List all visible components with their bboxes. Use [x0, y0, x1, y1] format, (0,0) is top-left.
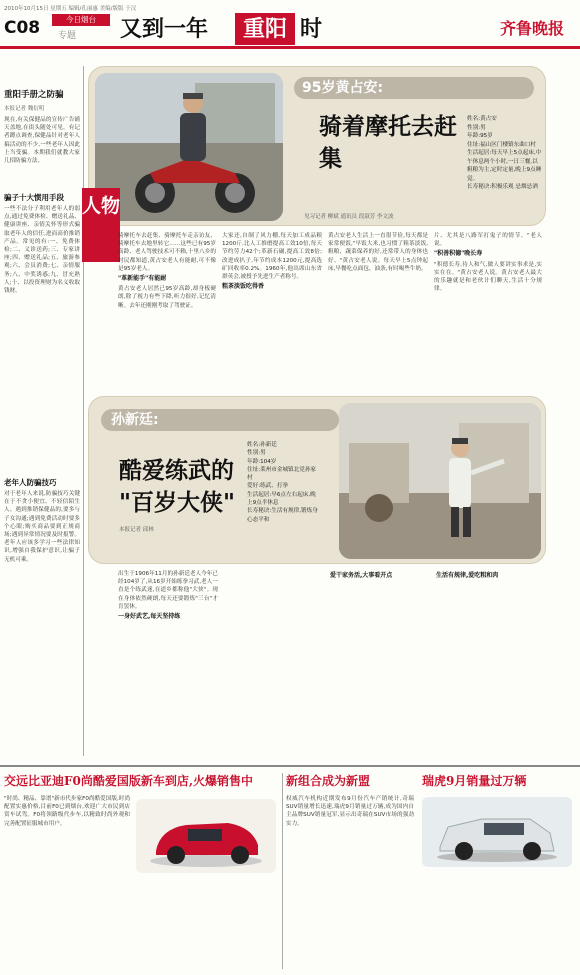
left-column-article	[4, 90, 80, 755]
body-subhead: "积善积德"晚长寿	[434, 250, 483, 258]
left-section-text-2: 对于老年人来说,防骗技巧关键在于不贪小便宜、不轻信陌生人。遇到推销保健品的,要多与子女沟通;遇到免费活动时要多个心眼;购买商品要到正规商场;遇到异常情况要及时报警。老年人应该多学习一些法律知识,增强自我保护意识,让骗子无机可乘。	[4, 491, 80, 563]
body-col-3	[328, 232, 428, 390]
body-col-2	[224, 570, 324, 750]
byd-ad	[4, 773, 280, 973]
brand-logo: 齐鲁晚报	[500, 19, 565, 38]
feature-card-sun	[88, 396, 546, 621]
feature-byline: 本报记者 邱林	[119, 527, 154, 533]
feature-header-panel	[88, 396, 546, 564]
info-address: 住址:莱州市金城镇北党孙家村	[247, 466, 317, 482]
main-headline	[120, 12, 420, 46]
left-article-title: 重阳手册之防骗	[4, 90, 64, 100]
body-col-2	[222, 232, 322, 390]
body-subhead: 爱干家务活,大事看开点	[330, 572, 393, 579]
body-text: 黄占安老人居然已95岁高龄,却身板硬朗,除了视力有些下降,听力很好,记忆清晰。去年还刚刚考取了驾驶证。	[118, 286, 216, 309]
body-col-4	[436, 570, 542, 750]
body-col-4	[434, 232, 542, 390]
body-subhead: "革新能手"有能耐	[118, 275, 167, 283]
body-subhead: 生活有规律,爱吃粗和肉	[436, 572, 499, 579]
body-text: 骑摩托车去赶集、骑摩托车走亲访友、骑摩托车去地里转它……这些已有95岁高龄、老人驾驶技术可不赖,十里八乡的村民都知道,黄占安老人有能耐,可不像是95岁老人。	[118, 233, 216, 272]
info-address: 住址:福山区门楼镇东曲口村	[467, 141, 537, 148]
info-gender: 性别:男	[247, 450, 266, 457]
left-article-intro: 现在,有关保健品的宣传广告铺天盖地,在街头随处可见。有记者蹲点调查,保健品针对老年人搞活动的不少,一些老年人因此上当受骗。本期我们就教大家几招防骗方法。	[4, 117, 80, 165]
feature-title-line-2: "百岁大侠"	[119, 489, 235, 516]
body-text: "积德长寿,待人和气,做人要讲实事求是,实实在在。"黄占安老人说。黄占安老人最大的乐趣就是和老伙计们聊天,生活十分规律。	[434, 261, 542, 293]
profile-info	[467, 115, 543, 192]
byd-ad-text: "时尚、精品、靠谱"新市代步家F0尚酷爱国版,时尚配置实惠价格,目前F0已到烟台,欢迎广大市民到店赏车试驾。F0将领路级代步车,以精致时尚外观和完善配置征服城市用户。	[4, 796, 130, 827]
body-text: 片、尤其是八路军打鬼子的情节。"老人说。	[434, 233, 542, 248]
man-on-motorcycle-photo	[95, 73, 283, 221]
byd-ad-title: 交远比亚迪F0尚酷爱国版新车到店,火爆销售中	[4, 774, 254, 788]
headline-highlight: 重阳	[235, 13, 295, 45]
section-sub: 专题	[58, 31, 77, 41]
body-subhead: 一身好武艺,每天坚持练	[118, 613, 181, 621]
left-section-title-2: 老年人防骗技巧	[4, 478, 57, 487]
ad-divider	[282, 773, 283, 969]
chery-ad-title-right: 瑞虎9月销量过万辆	[422, 774, 527, 788]
info-hobby: 爱好:练武、打拳	[247, 483, 289, 490]
red-car-icon	[136, 799, 276, 873]
info-routine: 生活起居:早6点左右起床,晚上9点半休息	[247, 491, 316, 507]
body-col-1	[118, 232, 216, 390]
body-text: 大家还,自制了风力棚,每天加工成品粮1200斤,比人工推磨提高工效10倍,每天节约劳力42个;革新石碾,提高工效8倍;改进成扒子,年节约成本1200元,提高选矿回收率0.2%。1960年,他出席山东省群英会,被授予先进生产者称号。	[222, 233, 322, 281]
body-col-1	[118, 570, 218, 750]
info-routine: 生活起居:每天早上5点起床,中午休息两个小时,一日三餐,以粗粮为主,定时定量,晚上9点睡觉。	[467, 150, 542, 182]
byd-ad-text-2	[136, 877, 276, 971]
info-gender: 性别:男	[467, 124, 486, 131]
headline-suffix: 时	[300, 16, 323, 42]
profile-info	[247, 441, 321, 524]
headline-prefix: 又到一年	[120, 16, 209, 42]
feature-header-panel	[88, 66, 546, 226]
info-name: 姓名:孙新廷	[247, 442, 277, 448]
chery-ad	[286, 773, 576, 973]
info-age: 年龄:104岁	[247, 458, 277, 465]
masthead	[0, 0, 580, 52]
section-tag: 今日烟台	[52, 14, 110, 26]
info-secret: 长寿秘诀:生活有规律,锻炼身心态平和	[247, 508, 318, 523]
column-divider	[83, 66, 84, 756]
elderly-man-practicing-photo	[339, 403, 541, 559]
page-code: C08	[4, 18, 41, 38]
section-label-people: 人物	[82, 188, 120, 262]
byd-car-image	[136, 799, 276, 873]
suv-icon	[422, 797, 572, 867]
feature-title-line-1: 酷爱练武的	[119, 457, 234, 484]
chery-ad-title-left: 新组合成为新盟	[286, 774, 371, 788]
body-subhead: 粗茶淡饭吃得香	[222, 283, 265, 291]
chery-suv-image	[422, 797, 572, 867]
page-topbar: 2010年10月15日 星期五 编辑/孔丽惠 美编/版版 于汉	[4, 6, 137, 12]
info-name: 姓名:黄占安	[467, 116, 497, 122]
courtyard-illustration	[339, 403, 541, 559]
advertisement-strip	[0, 765, 580, 975]
body-col-3	[330, 570, 430, 750]
info-secret: 长寿秘诀:积极乐观 忌烟忌酒	[467, 184, 538, 190]
feature-person-name: 孙新廷:	[111, 412, 159, 428]
left-article-byline: 本报记者 魏衍明	[4, 106, 45, 112]
left-section-title-1: 骗子十大惯用手段	[4, 193, 64, 202]
body-text: 黄占安老人生活上一直很节俭,每天都是家常便饭,"早饭大米,也习惯了粗茶淡饭,粗粮、蔬菜保养的好,还常带人的身体也好。"黄占安老人说。每天早上5点钟起床,早餐吃点面包、油条,有时喝些牛奶。	[328, 233, 428, 272]
left-section-text-1: 一些不法分子利用老年人的弱点,通过免费体检、赠送礼品、健康讲座、亲情关怀等形式骗取老年人的信任,进而高价推销产品。常见的有:一、免费体检;二、义诊送药;三、专家讲座;四、赠送礼品;五、旅游参观;六、会员消费;七、亲情服务;八、中奖诱惑;九、冒充熟人;十、以投资理财为名义收取钱财。	[4, 206, 80, 295]
feature-person-name: 95岁黄占安:	[302, 80, 384, 96]
masthead-rule	[0, 46, 580, 49]
feature-byline: 见习记者 柳斌 通讯员 段淑芳 李文波	[304, 214, 394, 220]
info-age: 年龄:95岁	[467, 133, 493, 139]
body-text: 出生于1906年11月的孙新廷老人今年已经104岁了,从16岁开始练拳习武,老人一直是个练武迷,在道乡都称他"大侠"。现在身体依然硬朗,每天还要锻炼"三台"才肯罢休。	[118, 571, 218, 610]
chery-ad-text-2	[422, 871, 572, 971]
chery-ad-text: 权威汽车机构近期发布9月份汽车产销统计,奇瑞SUV销量增长迅速,瑞虎9月销量过万辆,成为国内自主品牌SUV销量冠军,显示出奇瑞在SUV市场的强劲实力。	[286, 796, 414, 827]
feature-card-huang	[82, 66, 546, 396]
motorcycle-illustration	[95, 73, 283, 221]
feature-title: 骑着摩托去赶集	[319, 113, 457, 172]
